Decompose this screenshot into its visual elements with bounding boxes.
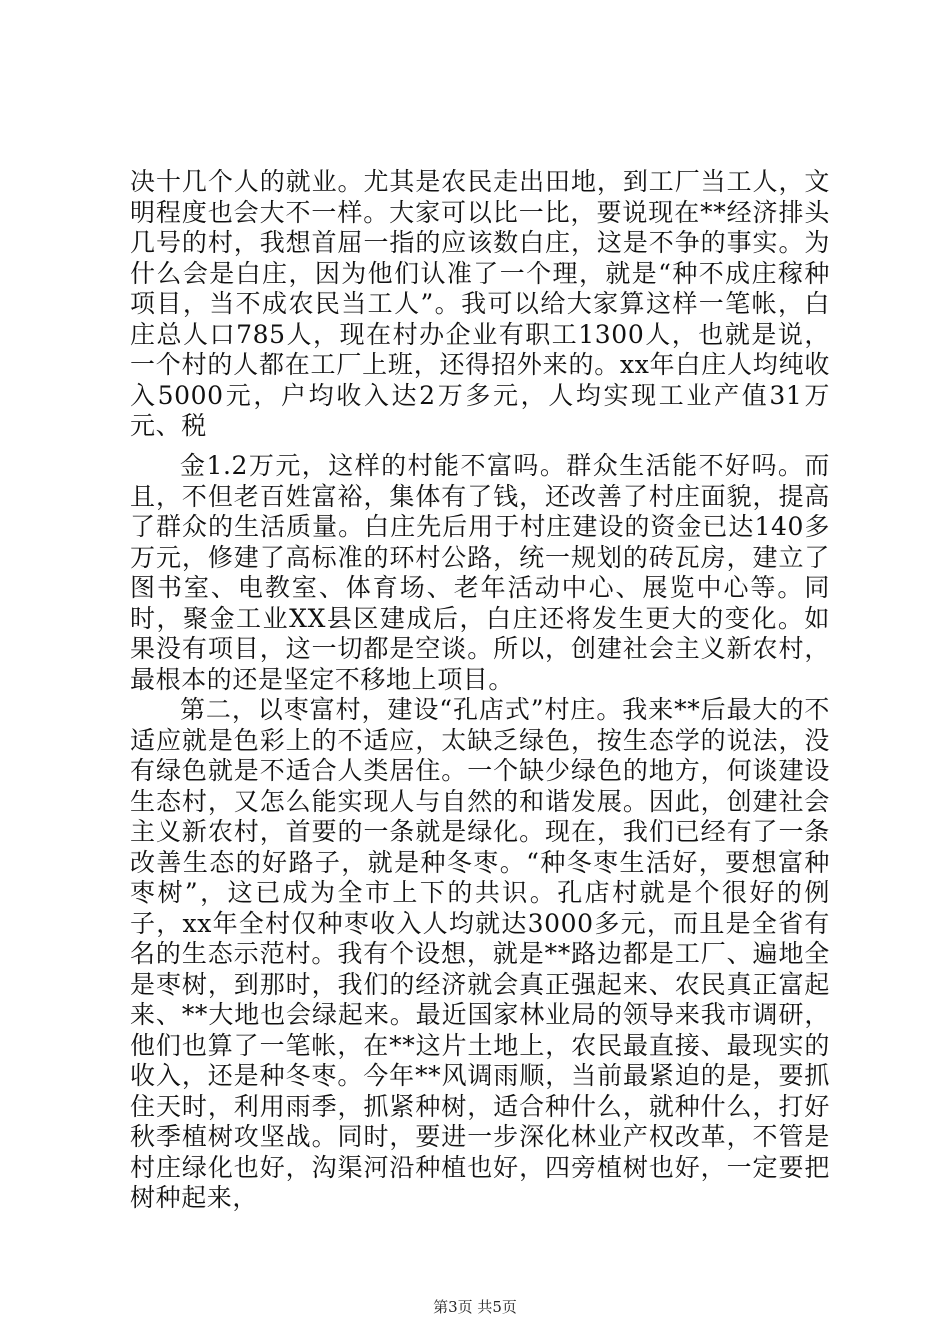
paragraph-continued: 决十几个人的就业。尤其是农民走出田地，到工厂当工人，文明程度也会大不一样。大家可以比一比，要说现在**经济排头几号的村，我想首屈一指的应该数白庄，这是不争的事实。为什么会是白庄，因为他们认准了一个理，就是“种不成庄稼种项目，当不成农民当工人”。我可以给大家算这样一笔帐，白庄总人口785人，现在村办企业有职工1300人，也就是说，一个村的人都在工厂上班，还得招外来的。xx年白庄人均纯收入5000元，户均收入达2万多元，人均实现工业产值31万元、税 — [130, 167, 830, 440]
text-block-main — [130, 451, 830, 1214]
text-block-top — [130, 167, 830, 442]
paragraph-village-construction: 金1.2万元，这样的村能不富吗。群众生活能不好吗。而且，不但老百姓富裕，集体有了钱，还改善了村庄面貌，提高了群众的生活质量。白庄先后用于村庄建设的资金已达140多万元，修建了高标准的环村公路，统一规划的砖瓦房，建立了图书室、电教室、体育场、老年活动中心、展览中心等。同时，聚金工业XX县区建成后，白庄还将发生更大的变化。如果没有项目，这一切都是空谈。所以，创建社会主义新农村，最根本的还是坚定不移地上项目。 — [130, 451, 830, 694]
paragraph-jujube-greening: 第二，以枣富村，建设“孔店式”村庄。我来**后最大的不适应就是色彩上的不适应，太缺乏绿色，按生态学的说法，没有绿色就是不适合人类居住。一个缺少绿色的地方，何谈建设生态村，又怎么能实现人与自然的和谐发展。因此，创建社会主义新农村，首要的一条就是绿化。现在，我们已经有了一条改善生态的好路子，就是种冬枣。“种冬枣生活好，要想富种枣树”，这已成为全市上下的共识。孔店村就是个很好的例子，xx年全村仅种枣收入人均就达3000多元，而且是全省有名的生态示范村。我有个设想，就是**路边都是工厂、遍地全是枣树，到那时，我们的经济就会真正强起来、农民真正富起来、**大地也会绿起来。最近国家林业局的领导来我市调研，他们也算了一笔帐，在**这片土地上，农民最直接、最现实的收入，还是种冬枣。今年**风调雨顺，当前最紧迫的是，要抓住天时，利用雨季，抓紧种树，适合种什么，就种什么，打好秋季植树攻坚战。同时，要进一步深化林业产权改革，不管是村庄绿化也好，沟渠河沿种植也好，四旁植树也好，一定要把树种起来， — [130, 695, 830, 1212]
page-footer: 第3页 共5页 — [433, 1298, 517, 1316]
